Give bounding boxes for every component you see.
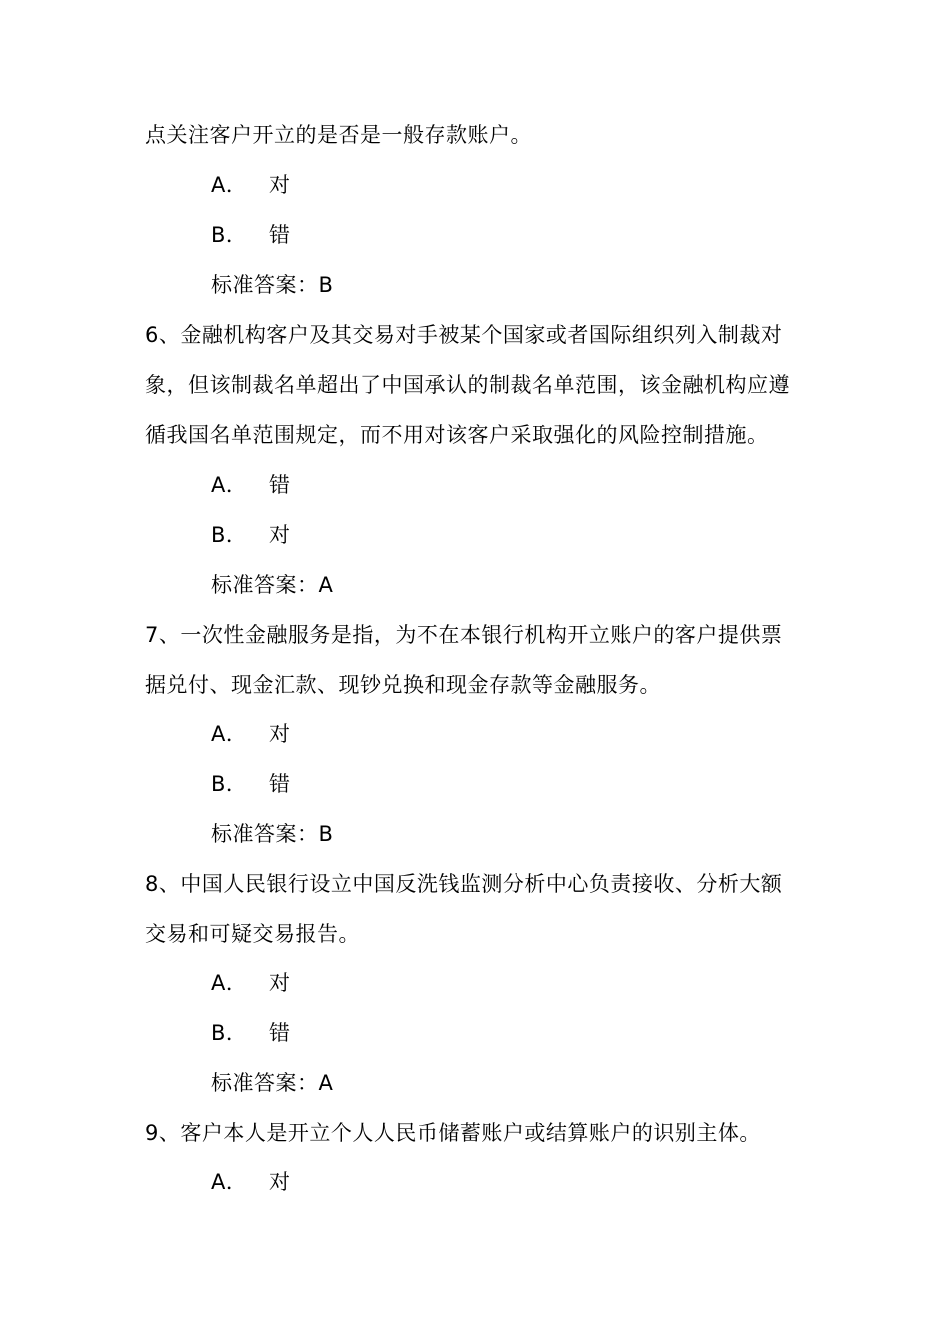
option-letter: A． [211,971,248,995]
q6-text-line-3: 循我国名单范围规定，而不用对该客户采取强化的风险控制措施。 [145,423,769,447]
option-text: 对 [269,173,291,197]
option-letter: B． [211,1021,248,1045]
option-text: 对 [269,1170,291,1194]
q6-option-b [211,520,291,550]
option-letter: A． [211,1170,248,1194]
q7-option-b [211,769,291,799]
q8-option-b [211,1018,291,1048]
option-letter: B． [211,223,248,247]
option-letter: A． [211,173,248,197]
q7-text-line-1: 7、一次性金融服务是指，为不在本银行机构开立账户的客户提供票 [145,623,783,647]
option-text: 对 [269,523,291,547]
q7-answer: 标准答案：B [211,822,334,846]
option-letter: B． [211,772,248,796]
q7-text-line-2: 据兑付、现金汇款、现钞兑换和现金存款等金融服务。 [145,673,661,697]
q6-option-a [211,470,291,500]
q6-text-line-2: 象，但该制裁名单超出了中国承认的制裁名单范围，该金融机构应遵 [145,373,790,397]
q8-text-line-2: 交易和可疑交易报告。 [145,922,360,946]
q6-text-line-1: 6、金融机构客户及其交易对手被某个国家或者国际组织列入制裁对 [145,323,783,347]
q5-option-b [211,220,291,250]
question-continuation: 点关注客户开立的是否是一般存款账户。 [145,123,532,147]
option-text: 错 [269,1021,291,1045]
q8-option-a [211,968,291,998]
option-text: 错 [269,223,291,247]
q9-option-a [211,1167,291,1197]
option-text: 错 [269,772,291,796]
option-letter: B． [211,523,248,547]
q7-option-a [211,719,291,749]
q8-text-line-1: 8、中国人民银行设立中国反洗钱监测分析中心负责接收、分析大额 [145,872,783,896]
q5-answer: 标准答案：B [211,273,334,297]
option-text: 对 [269,971,291,995]
option-letter: A． [211,473,248,497]
option-letter: A． [211,722,248,746]
q6-answer: 标准答案：A [211,573,334,597]
q5-option-a [211,170,291,200]
option-text: 对 [269,722,291,746]
q9-text-line-1: 9、客户本人是开立个人人民币储蓄账户或结算账户的识别主体。 [145,1121,761,1145]
option-text: 错 [269,473,291,497]
q8-answer: 标准答案：A [211,1071,334,1095]
